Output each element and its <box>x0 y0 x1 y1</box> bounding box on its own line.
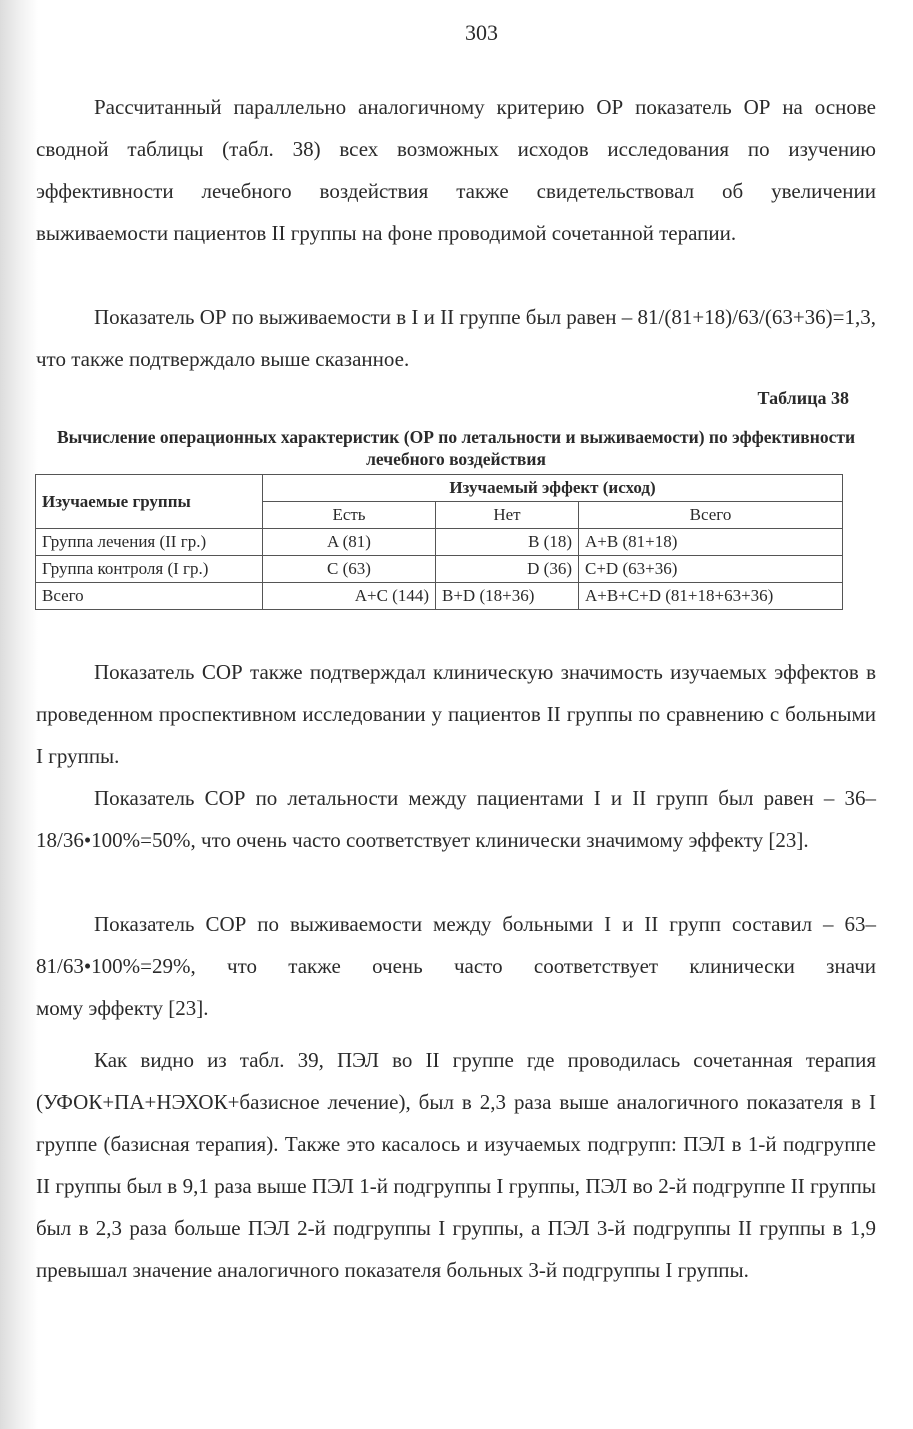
subheader-yes: Есть <box>263 502 436 529</box>
table-label: Таблица 38 <box>757 388 849 408</box>
row-no: D (36) <box>436 556 579 583</box>
subheader-total: Всего <box>579 502 843 529</box>
row-group: Группа контроля (I гр.) <box>36 556 263 583</box>
row-total: C+D (63+36) <box>579 556 843 583</box>
subheader-no: Нет <box>436 502 579 529</box>
page-number: 303 <box>465 20 498 45</box>
row-group: Группа лечения (II гр.) <box>36 529 263 556</box>
paragraph-3: Показатель СОР также подтверждал клиническую значимость изучаемых эффектов в проведенном проспективном исследовании у пациентов II группы по сравнению с больными I группы. <box>36 660 876 768</box>
paragraph-6: Как видно из табл. 39, ПЭЛ во II группе где проводилась сочетанная терапия (УФОК+ПА+НЭХОК+базисное лечение), был в 2,3 раза выше аналогичного показателя в I группе (базисная терапия). Также это касалось и изучаемых подгрупп: ПЭЛ в 1-й подгруппе II группы был в 9,1 раза выше ПЭЛ 1-й подгруппы I группы, ПЭЛ во 2-й подгруппе II группы был в 2,3 раза больше ПЭЛ 2-й подгруппы I группы, а ПЭЛ 3-й подгруппы II группы в 1,9 превышал значение аналогичного показателя больных 3-й подгруппы I группы. <box>36 1048 876 1282</box>
table-row <box>36 556 843 583</box>
header-groups: Изучаемые группы <box>36 475 263 529</box>
paragraph-5: Показатель СОР по выживаемости между больными I и II групп составил – 63–81/63•100%=29%, что также очень часто соответствует клинически значи <box>36 912 876 978</box>
paragraph-4: Показатель СОР по летальности между пациентами I и II групп был равен – 36–18/36•100%=50%, что очень часто соответствует клинически значимому эффекту [23]. <box>36 786 876 852</box>
paragraph-5-continued: мому эффекту [23]. <box>36 996 209 1020</box>
row-yes: A+C (144) <box>263 583 436 610</box>
row-yes: C (63) <box>263 556 436 583</box>
header-effect: Изучаемый эффект (исход) <box>263 475 843 502</box>
row-no: B (18) <box>436 529 579 556</box>
row-yes: A (81) <box>263 529 436 556</box>
table-row <box>36 529 843 556</box>
row-no: B+D (18+36) <box>436 583 579 610</box>
table-row <box>36 583 843 610</box>
paragraph-2: Показатель ОР по выживаемости в I и II группе был равен – 81/(81+18)/63/(63+36)=1,3, что также подтверждало выше сказанное. <box>36 305 876 371</box>
outcomes-table <box>35 474 843 610</box>
row-total: A+B (81+18) <box>579 529 843 556</box>
scan-edge-shadow <box>0 0 38 1429</box>
row-total: A+B+C+D (81+18+63+36) <box>579 583 843 610</box>
table-title: Вычисление операционных характеристик (ОР по летальности и выживаемости) по эффективности лечебного воздействия <box>56 427 856 469</box>
paragraph-1: Рассчитанный параллельно аналогичному критерию ОР показатель ОР на основе сводной таблицы (табл. 38) всех возможных исходов исследования по изучению эффективности лечебного воздействия также свидетельствовал об увеличении выживаемости пациентов II группы на фоне проводимой сочетанной терапии. <box>36 95 876 245</box>
row-group: Всего <box>36 583 263 610</box>
table-header-row <box>36 475 843 502</box>
